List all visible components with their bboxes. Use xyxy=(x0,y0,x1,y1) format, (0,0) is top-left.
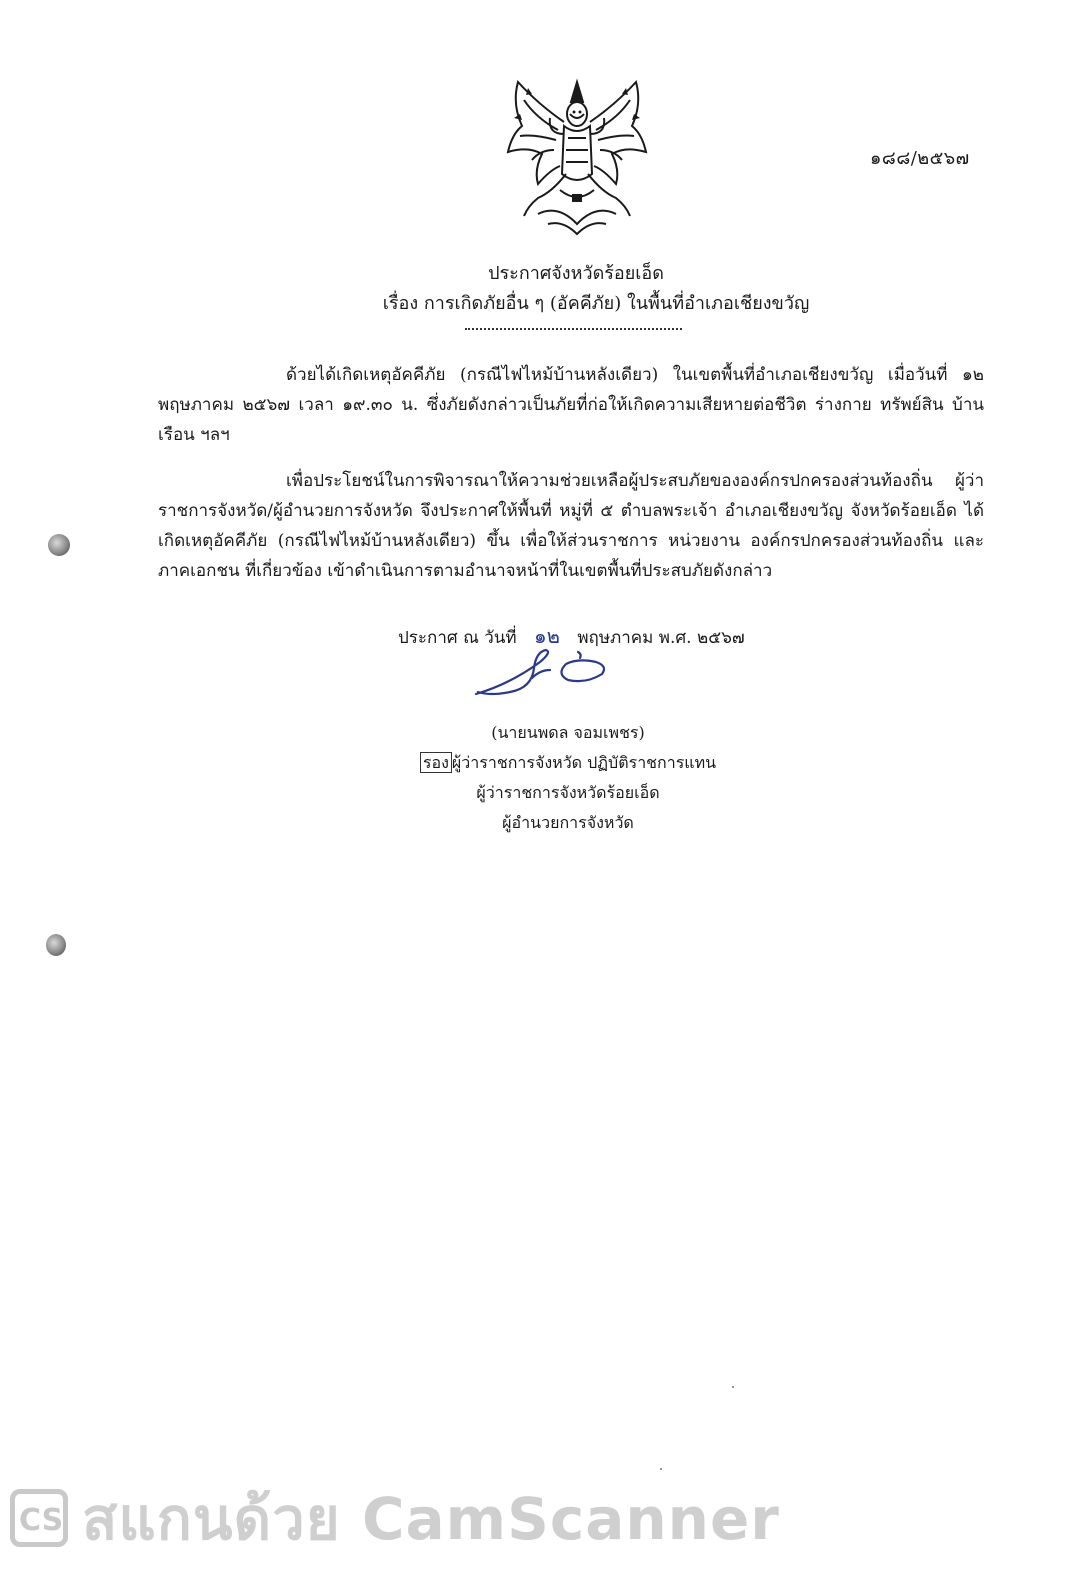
paragraph-incident xyxy=(158,360,984,450)
handwritten-day: ๑๒ xyxy=(534,624,560,648)
document-number: ๑๘๘/๒๕๖๗ xyxy=(870,148,970,169)
camscanner-text: สแกนด้วย CamScanner xyxy=(82,1484,780,1553)
signer-position-1 xyxy=(398,748,738,778)
title-divider xyxy=(465,328,682,330)
signature-block xyxy=(398,718,738,838)
scan-speck xyxy=(732,1386,734,1388)
paragraph-incident-text: ด้วยได้เกิดเหตุอัคคีภัย (กรณีไฟไหม้บ้านหลังเดียว) ในเขตพื้นที่อำเภอเชียงขวัญ เมื่อวันที่ ๑๒ พฤษภาคม ๒๕๖๗ เวลา ๑๙.๓๐ น. ซึ่งภัยดังกล่าวเป็นภัยที่ก่อให้เกิดความเสียหายต่อชีวิต ร่างกาย ทรัพย์สิน บ้านเรือน ฯลฯ xyxy=(158,365,984,445)
paragraph-declaration xyxy=(158,466,984,586)
announcement-title: ประกาศจังหวัดร้อยเอ็ด xyxy=(488,263,664,284)
punch-hole-icon xyxy=(46,934,66,956)
garuda-emblem-icon xyxy=(498,74,656,242)
signer-name: (นายนพดล จอมเพชร) xyxy=(491,723,645,742)
camscanner-logo: CS xyxy=(10,1489,68,1547)
punch-hole-icon xyxy=(48,534,70,556)
announce-suffix: พฤษภาคม พ.ศ. ๒๕๖๗ xyxy=(577,628,745,648)
announcement-subject: เรื่อง การเกิดภัยอื่น ๆ (อัคคีภัย) ในพื้นที่อำเภอเชียงขวัญ xyxy=(382,293,810,314)
signer-position-1-text: ผู้ว่าราชการจังหวัด ปฏิบัติราชการแทน xyxy=(451,753,717,772)
paragraph-declaration-text: เพื่อประโยชน์ในการพิจารณาให้ความช่วยเหลือผู้ประสบภัยขององค์กรปกครองส่วนท้องถิ่น ผู้ว่าราชการจังหวัด/ผู้อำนวยการจังหวัด จึงประกาศให้พื้นที่ หมู่ที่ ๕ ตำบลพระเจ้า อำเภอเชียงขวัญ จังหวัดร้อยเอ็ด ได้เกิดเหตุอัคคีภัย (กรณีไฟไหม้บ้านหลังเดียว) ขึ้น เพื่อให้ส่วนราชการ หน่วยงาน องค์กรปกครองส่วนท้องถิ่น และภาคเอกชน ที่เกี่ยวข้อง เข้าดำเนินการตามอำนาจหน้าที่ในเขตพื้นที่ประสบภัยดังกล่าว xyxy=(158,471,984,581)
scan-speck xyxy=(660,1468,662,1470)
deputy-stamp: รอง xyxy=(420,752,452,773)
camscanner-watermark xyxy=(10,1478,780,1558)
signer-position-3: ผู้อำนวยการจังหวัด xyxy=(502,813,634,832)
signer-position-2: ผู้ว่าราชการจังหวัดร้อยเอ็ด xyxy=(476,783,660,802)
signature-icon xyxy=(470,648,620,700)
announce-prefix: ประกาศ ณ วันที่ xyxy=(398,628,517,648)
